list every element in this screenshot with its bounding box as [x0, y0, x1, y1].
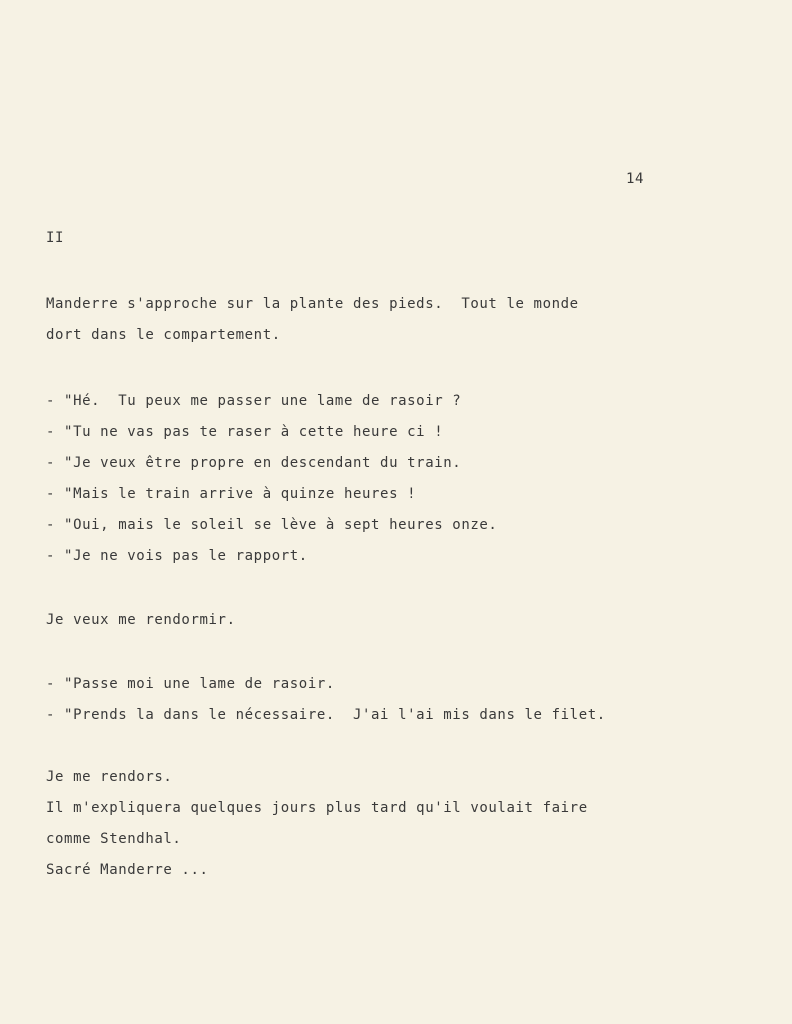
dialogue-line: - "Hé. Tu peux me passer une lame de rasoir ?	[46, 393, 462, 409]
closing-line: Il m'expliquera quelques jours plus tard qu'il voulait faire	[46, 800, 588, 816]
dialogue-line: - "Passe moi une lame de rasoir.	[46, 676, 335, 692]
paragraph-line: Manderre s'approche sur la plante des pieds. Tout le monde	[46, 296, 579, 312]
closing-line: Je me rendors.	[46, 769, 173, 785]
closing-line: comme Stendhal.	[46, 831, 182, 847]
chapter-heading: II	[46, 230, 65, 246]
dialogue-line: - "Oui, mais le soleil se lève à sept heures onze.	[46, 517, 498, 533]
closing-line: Sacré Manderre ...	[46, 862, 209, 878]
page-number: 14	[626, 171, 645, 187]
dialogue-line: - "Tu ne vas pas te raser à cette heure ci !	[46, 424, 444, 440]
dialogue-line: - "Prends la dans le nécessaire. J'ai l'ai mis dans le filet.	[46, 707, 606, 723]
dialogue-line: - "Je veux être propre en descendant du train.	[46, 455, 462, 471]
dialogue-line: - "Je ne vois pas le rapport.	[46, 548, 308, 564]
paragraph-line: Je veux me rendormir.	[46, 612, 236, 628]
dialogue-line: - "Mais le train arrive à quinze heures !	[46, 486, 417, 502]
paragraph-line: dort dans le compartement.	[46, 327, 281, 343]
